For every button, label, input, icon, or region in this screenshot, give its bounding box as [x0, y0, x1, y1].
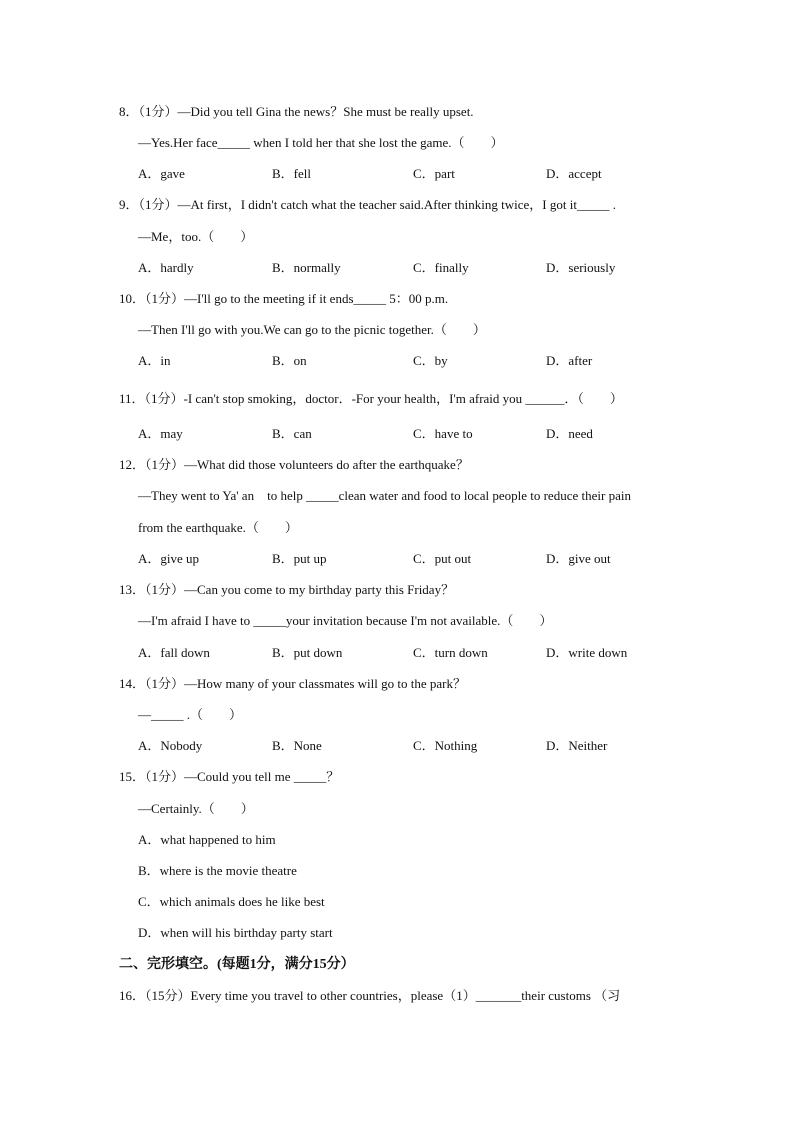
q12-stem: 12．（1分）—What did those volunteers do after the earthquake？	[119, 457, 469, 472]
q15-stem: 15．（1分）—Could you tell me _____？	[119, 769, 340, 784]
q8-option-b[interactable]: B．fell	[272, 166, 311, 181]
q11-option-b[interactable]: B．can	[272, 426, 312, 441]
q12-option-a[interactable]: A．give up	[138, 551, 200, 566]
q16-stem: 16．（15分）Every time you travel to other countries，please（1）_______their customs （习	[119, 988, 621, 1003]
q8-stem: 8．（1分）—Did you tell Gina the news？She must be really upset.	[119, 104, 474, 119]
q10-stem: 10．（1分）—I'll go to the meeting if it ends_____ 5：00 p.m.	[119, 291, 449, 306]
q15-dialogue: —Certainly.（ ）	[138, 801, 254, 816]
q8-option-c[interactable]: C．part	[413, 166, 455, 181]
q15-option-b[interactable]: B．where is the movie theatre	[138, 863, 297, 878]
q11-option-a[interactable]: A．may	[138, 426, 183, 441]
q9-stem: 9．（1分）—At first，I didn't catch what the teacher said.After thinking twice，I got it_____ .	[119, 197, 616, 212]
q10-option-d[interactable]: D．after	[546, 353, 593, 368]
q12-dialogue-cont: from the earthquake.（ ）	[138, 520, 298, 535]
q13-option-b[interactable]: B．put down	[272, 645, 343, 660]
q12-option-c[interactable]: C．put out	[413, 551, 472, 566]
q13-option-c[interactable]: C．turn down	[413, 645, 488, 660]
q13-option-a[interactable]: A．fall down	[138, 645, 210, 660]
q15-option-a[interactable]: A．what happened to him	[138, 832, 276, 847]
q15-option-d[interactable]: D．when will his birthday party start	[138, 925, 333, 940]
q15-option-c[interactable]: C．which animals does he like best	[138, 894, 325, 909]
q14-option-b[interactable]: B．None	[272, 738, 322, 753]
q8-option-a[interactable]: A．gave	[138, 166, 185, 181]
q11-stem: 11．（1分）-I can't stop smoking，doctor．-For your health，I'm afraid you ______．（ ）	[119, 391, 623, 406]
q9-option-d[interactable]: D．seriously	[546, 260, 616, 275]
q14-option-d[interactable]: D．Neither	[546, 738, 608, 753]
q10-option-c[interactable]: C．by	[413, 353, 448, 368]
q9-option-b[interactable]: B．normally	[272, 260, 341, 275]
q13-option-d[interactable]: D．write down	[546, 645, 628, 660]
q11-option-c[interactable]: C．have to	[413, 426, 473, 441]
section-heading-cloze: 二、完形填空。(每题1分，满分15分）	[119, 957, 355, 972]
q12-option-b[interactable]: B．put up	[272, 551, 327, 566]
q9-option-c[interactable]: C．finally	[413, 260, 469, 275]
q12-option-d[interactable]: D．give out	[546, 551, 611, 566]
q12-dialogue: —They went to Ya' an to help _____clean water and food to local people to reduce their pain	[138, 488, 631, 503]
q9-option-a[interactable]: A．hardly	[138, 260, 194, 275]
q13-dialogue: —I'm afraid I have to _____your invitation because I'm not available.（ ）	[138, 613, 553, 628]
q14-option-c[interactable]: C．Nothing	[413, 738, 478, 753]
q13-stem: 13．（1分）—Can you come to my birthday party this Friday？	[119, 582, 455, 597]
q9-dialogue: —Me，too.（ ）	[138, 229, 254, 244]
q11-option-d[interactable]: D．need	[546, 426, 593, 441]
q10-option-a[interactable]: A．in	[138, 353, 171, 368]
q14-stem: 14．（1分）—How many of your classmates will go to the park？	[119, 676, 466, 691]
q8-dialogue: —Yes.Her face_____ when I told her that she lost the game.（ ）	[138, 135, 504, 150]
q10-dialogue: —Then I'll go with you.We can go to the picnic together.（ ）	[138, 322, 486, 337]
q8-option-d[interactable]: D．accept	[546, 166, 602, 181]
q10-option-b[interactable]: B．on	[272, 353, 307, 368]
q14-dialogue: —_____ .（ ）	[138, 707, 243, 722]
q14-option-a[interactable]: A．Nobody	[138, 738, 203, 753]
